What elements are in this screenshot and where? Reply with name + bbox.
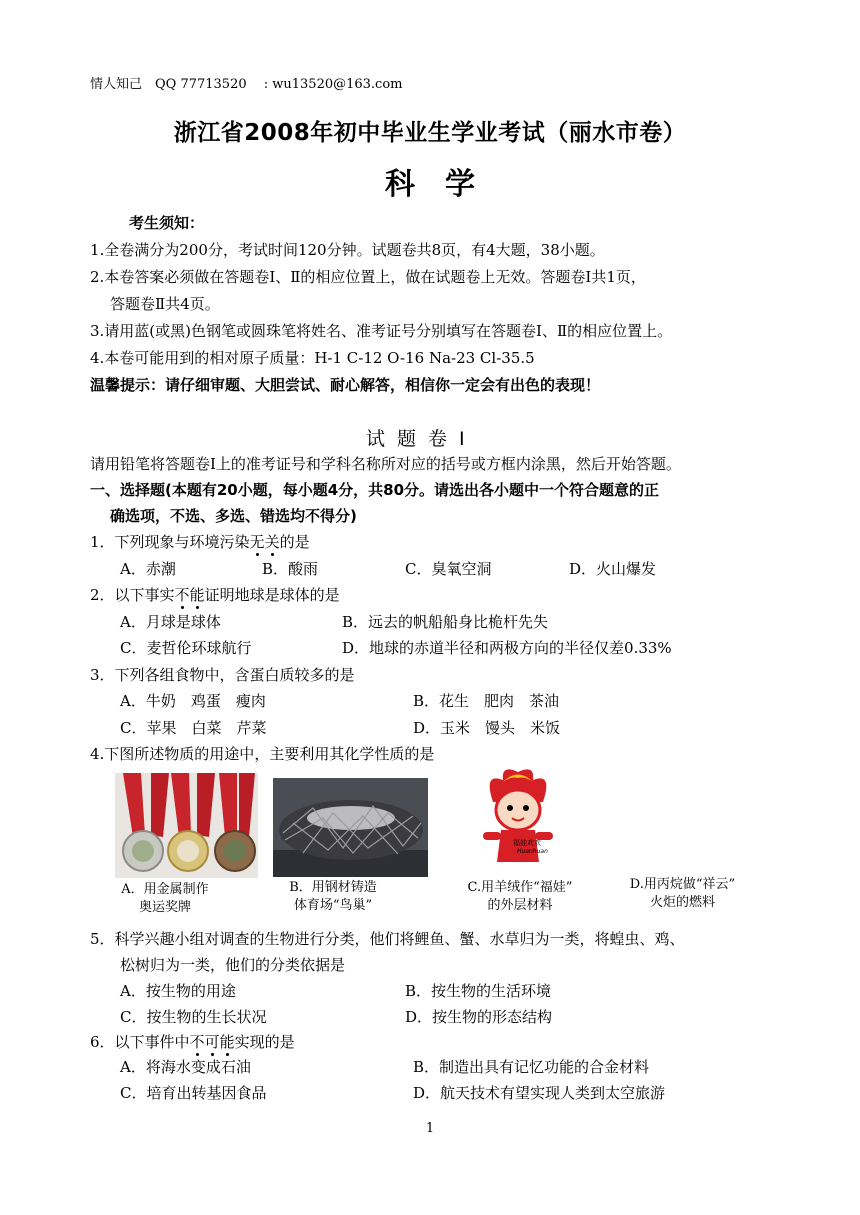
q1-option-d: D．火山爆发 <box>569 560 657 578</box>
caption-a: A．用金属制作 奥运奖牌 <box>121 882 209 915</box>
q6-option-c: C．培育出转基因食品 <box>120 1084 267 1102</box>
question-3-stem: 3．下列各组食物中，含蛋白质较多的是 <box>90 666 355 684</box>
notice-heading: 考生须知： <box>129 214 205 232</box>
question-5-stem: 5．科学兴趣小组对调查的生物进行分类，他们将鲤鱼、蟹、水草归为一类，将蝗虫、鸡、 <box>90 930 685 948</box>
q1-option-a: A．赤潮 <box>120 560 176 578</box>
emphasis-dot-char: 不 <box>189 1033 205 1051</box>
emphasis-dot-char: 不 <box>174 586 190 604</box>
q5-option-a: A．按生物的用途 <box>120 982 236 1000</box>
emphasis-dot-char: 能 <box>189 586 205 604</box>
caption-d: D.用丙烷做“祥云” 火炬的燃料 <box>629 877 736 910</box>
fuwa-huanhuan-image <box>473 762 563 880</box>
part1-heading-cont: 确选项，不选、多选、错选均不得分) <box>110 507 357 525</box>
q3-option-a: A．牛奶 鸡蛋 瘦肉 <box>120 692 266 710</box>
emphasis-dot-char: 可 <box>204 1033 220 1051</box>
caption-b: B．用钢材铸造 体育场“鸟巢” <box>289 880 377 913</box>
q1-option-c: C．臭氧空洞 <box>405 560 492 578</box>
fuwa-label: 福娃欢欢 <box>513 839 541 847</box>
question-4-stem: 4.下图所述物质的用途中，主要利用其化学性质的是 <box>90 745 435 763</box>
notice-item-1: 1.全卷满分为200分，考试时间120分钟。试题卷共8页，有4大题，38小题。 <box>90 241 605 259</box>
birds-nest-image <box>273 778 428 877</box>
q2-option-a: A．月球是球体 <box>120 613 221 631</box>
question-6-stem: 6．以下事件中不可能实现的是 <box>90 1033 295 1051</box>
q6-option-b: B．制造出具有记忆功能的合金材料 <box>413 1058 650 1076</box>
notice-tip: 温馨提示：请仔细审题、大胆尝试、耐心解答，相信你一定会有出色的表现！ <box>90 376 601 394</box>
header-contact: 情人知己 QQ 77713520 : wu13520@163.com <box>90 77 403 92</box>
caption-c: C.用羊绒作“福娃” 的外层材料 <box>467 880 573 913</box>
olympic-medals-image <box>115 773 258 878</box>
q2-option-c: C．麦哲伦环球航行 <box>120 639 252 657</box>
notice-item-4: 4.本卷可能用到的相对原子质量：H-1 C-12 O-16 Na-23 Cl-35.5 <box>90 349 535 367</box>
notice-item-2-cont: 答题卷Ⅱ共4页。 <box>110 295 220 313</box>
notice-item-3: 3.请用蓝(或黑)色钢笔或圆珠笔将姓名、准考证号分别填写在答题卷Ⅰ、Ⅱ的相应位置上。 <box>90 322 673 340</box>
exam-title: 浙江省2008年初中毕业生学业考试（丽水市卷） <box>173 120 687 146</box>
section-title: 试题卷Ⅰ <box>366 428 477 450</box>
q5-option-d: D．按生物的形态结构 <box>405 1008 553 1026</box>
emphasis-dot-char: 能 <box>219 1033 235 1051</box>
instruction: 请用铅笔将答题卷Ⅰ上的准考证号和学科名称所对应的括号或方框内涂黑，然后开始答题。 <box>90 455 681 473</box>
q3-option-d: D．玉米 馒头 米饭 <box>413 719 561 737</box>
part1-heading: 一、选择题(本题有20小题，每小题4分，共80分。请选出各小题中一个符合题意的正 <box>90 481 660 499</box>
emphasis-dot-char: 关 <box>264 533 280 551</box>
question-2-stem: 2．以下事实不能证明地球是球体的是 <box>90 586 340 604</box>
q5-option-c: C．按生物的生长状况 <box>120 1008 267 1026</box>
emphasis-dot-char: 无 <box>249 533 265 551</box>
q2-option-d: D．地球的赤道半径和两极方向的半径仅差0.33% <box>342 639 672 657</box>
page-number: 1 <box>425 1121 435 1136</box>
q3-option-b: B．花生 肥肉 茶油 <box>413 692 560 710</box>
q6-option-a: A．将海水变成石油 <box>120 1058 251 1076</box>
question-5-stem-cont: 松树归为一类，他们的分类依据是 <box>120 956 346 974</box>
notice-item-2: 2.本卷答案必须做在答题卷Ⅰ、Ⅱ的相应位置上，做在试题卷上无效。答题卷Ⅰ共1页， <box>90 268 646 286</box>
fuwa-name: Huanhuan <box>517 848 548 855</box>
question-1-stem: 1．下列现象与环境污染无关的是 <box>90 533 310 551</box>
subject-title: 科学 <box>385 167 505 202</box>
q5-option-b: B．按生物的生活环境 <box>405 982 552 1000</box>
q2-option-b: B．远去的帆船船身比桅杆先失 <box>342 613 549 631</box>
q1-option-b: B．酸雨 <box>262 560 319 578</box>
q3-option-c: C．苹果 白菜 芹菜 <box>120 719 267 737</box>
q6-option-d: D．航天技术有望实现人类到太空旅游 <box>413 1084 666 1102</box>
